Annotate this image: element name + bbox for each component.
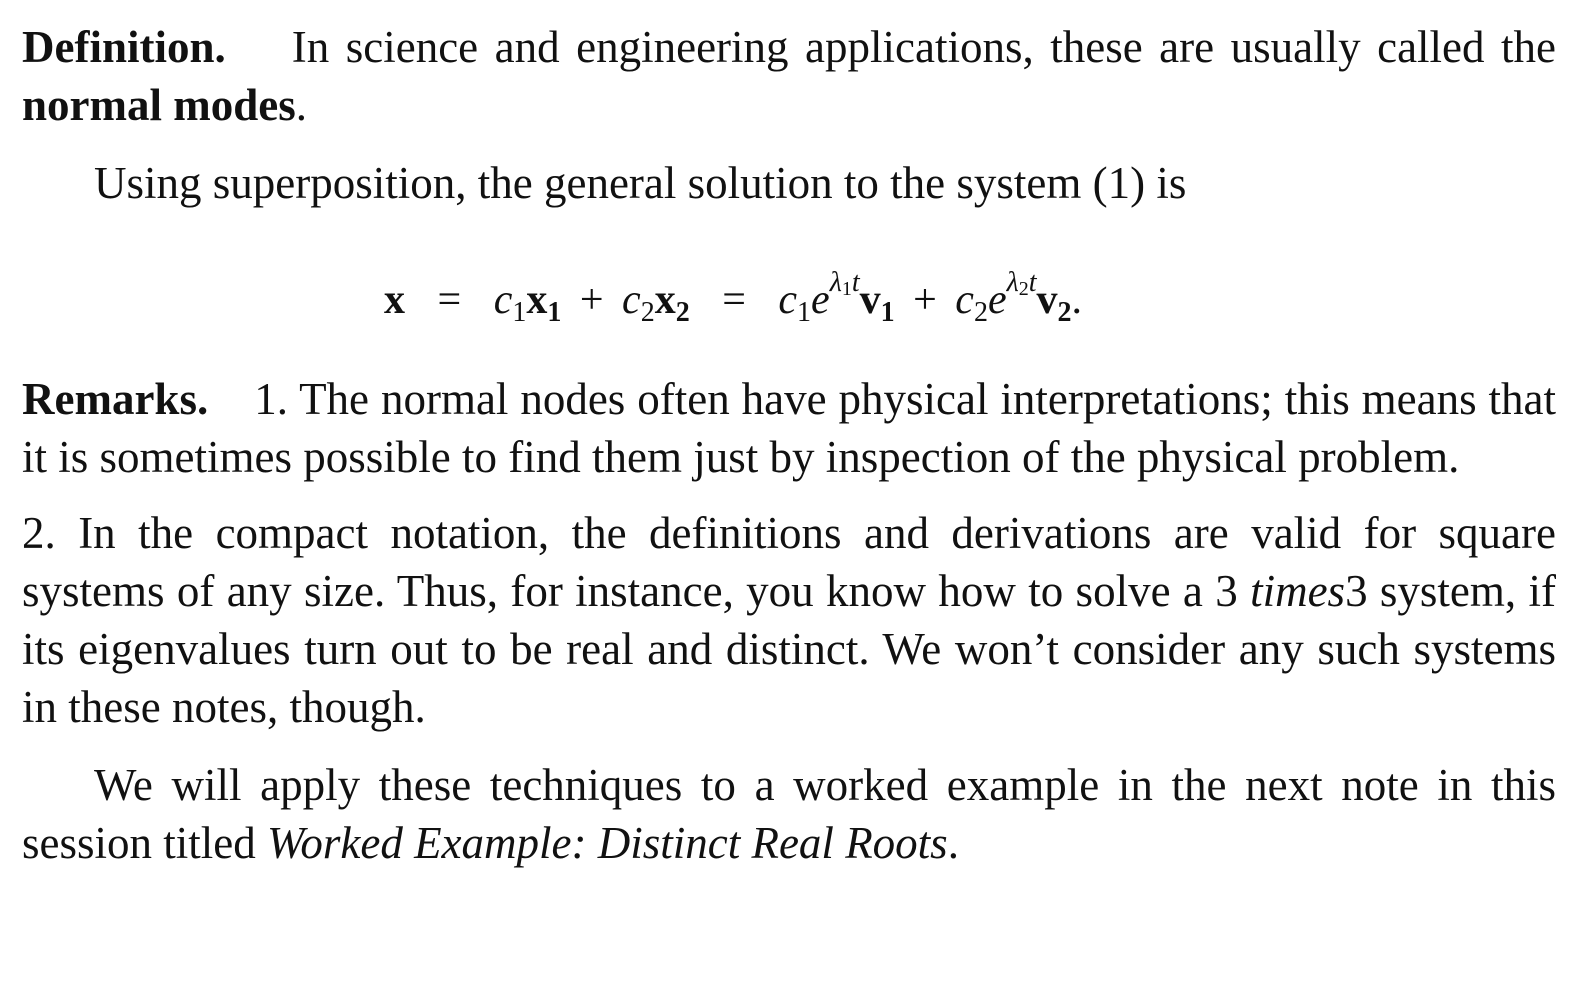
eq-c2: $c_2$ [622,277,655,328]
definition-text-after: . [295,80,307,130]
eq-plus-2: + [913,277,937,323]
eq-v1: $v_1$ [859,277,895,328]
document-page [22,18,1556,872]
definition-paragraph [22,18,1556,134]
eq-x2: $x_2$ [654,277,690,328]
definition-label: Definition. [22,22,226,72]
remarks-label: Remarks. [22,374,209,424]
eq-c2b: $c_2$ [955,277,988,328]
closing-text-after: . [947,818,959,868]
remarks-paragraph-2 [22,504,1556,736]
eq-x1: $x_1$ [526,277,562,328]
remarks-item-1: 1. The normal nodes often have physical interpretations; this means that it is sometimes possible to find them just by inspection of the physical problem. [22,374,1556,482]
eq-c1: $c_1$ [493,277,527,328]
definition-text-before: In science and engineering applications, these are usually called the [291,22,1556,72]
definition-term: normal modes [22,80,296,130]
eq-equals-2: = [722,277,746,323]
eq-v2: $v_2$ [1036,277,1072,328]
remarks-item-2-after: 3 system, if its eigenvalues turn out to be real and distinct. We won’t consider any such systems in these notes, though. [22,566,1556,732]
eq-equals-1: = [437,277,462,323]
superposition-paragraph: Using superposition, the general solution to the system (1) is [94,158,1187,208]
remarks-paragraph-1 [22,370,1556,486]
remarks-item-2-before: 2. In the compact notation, the definitions and derivations are valid for square systems of any size. Thus, for instance, you know how to solve a 3 [22,508,1556,616]
closing-paragraph [22,756,1556,872]
worked-example-title: Worked Example: Distinct Real Roots [267,818,948,868]
general-solution-equation [22,254,1556,328]
eq-c1b: $c_1$ [778,277,812,328]
eq-exp-1: $e^{\lambda_1t}$ [811,267,860,323]
eq-period: . [1071,277,1083,323]
eq-plus-1: + [579,277,604,323]
remarks-item-2-italic: times [1250,566,1346,616]
eq-lhs-x: x [384,277,405,323]
closing-text-before: We will apply these techniques to a worked example in the next note in this session titled [22,760,1556,868]
eq-exp-2: $e^{\lambda_2t}$ [987,267,1037,323]
equation-content [384,254,1082,342]
